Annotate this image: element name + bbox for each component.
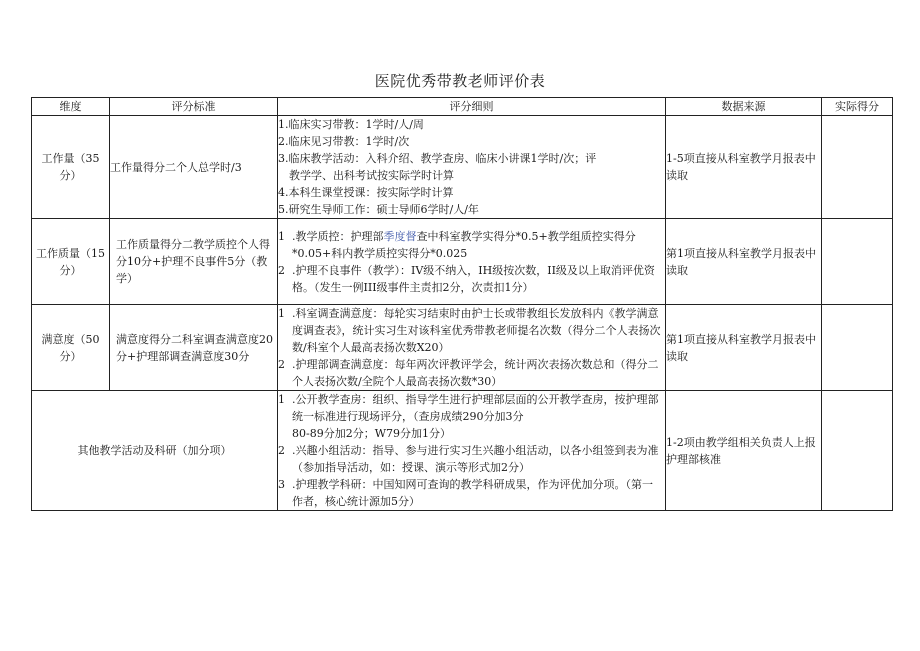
detail-cell: [278, 305, 666, 391]
standard-text: 满意度得分二科室调查满意度20分+护理部调查满意度30分: [116, 332, 273, 363]
header-detail: 评分细则: [278, 98, 666, 116]
dimension-label: 满意度（50分）: [41, 332, 100, 363]
header-source: 数据来源: [666, 98, 822, 116]
item-text-part: 查中科室教学实得分*0.5+教学组质控实得分*0.05+科内教学质控实得分*0.025: [292, 229, 636, 260]
detail-item: [278, 425, 665, 442]
detail-item: [278, 391, 665, 425]
item-number: 1: [278, 307, 285, 320]
actual-score-cell[interactable]: [822, 219, 893, 305]
table-row-workload: [32, 116, 893, 219]
source-cell: 1-5项直接从科室教学月报表中读取: [666, 116, 822, 219]
detail-item: [278, 305, 665, 356]
item-text: [292, 228, 665, 262]
source-cell: 第1项直接从科室教学月报表中读取: [666, 219, 822, 305]
evaluation-table: [31, 97, 893, 511]
item-number: 2: [278, 358, 285, 371]
item-number: 3: [278, 478, 285, 491]
item-text: .护理不良事件（教学）：IV级不纳入，IH级按次数，II级及以上取消评优资格。（发生一例III级事件主责扣2分，次责扣1分）: [292, 263, 655, 294]
item-number: 2: [278, 263, 285, 277]
item-text: 80-89分加2分；W79分加1分）: [292, 427, 452, 440]
item-text-highlight: 季度督: [383, 229, 417, 243]
dimension-cell: [32, 219, 110, 305]
table-row-satisfaction: [32, 305, 893, 391]
item-number: [278, 425, 292, 442]
dimension-label: 工作量（35分）: [41, 152, 100, 182]
item-text: .公开教学查房：组织、指导学生进行护理部层面的公开教学查房，按护理部统一标准进行现场评分，（查房成绩290分加3分: [292, 393, 659, 423]
detail-item: [278, 356, 665, 390]
table-row-quality: [32, 219, 893, 305]
detail-cell: [278, 391, 666, 511]
actual-score-cell[interactable]: [822, 116, 893, 219]
detail-line: 4.本科生课堂授课：按实际学时计算: [278, 186, 454, 199]
detail-cell: [278, 219, 666, 305]
header-dimension: 维度: [32, 98, 110, 116]
table-row-other-activities: [32, 391, 893, 511]
dimension-cell: [32, 116, 110, 219]
dimension-label: 工作质量（15分）: [36, 246, 105, 277]
detail-line: 教学学、出科考试按实际学时计算: [289, 169, 454, 182]
item-number: 2: [278, 444, 285, 457]
standard-cell: 工作量得分二个人总学时/3: [110, 116, 278, 219]
detail-line: 1.临床实习带教：1学时/人/周: [278, 118, 424, 131]
header-standard: 评分标准: [110, 98, 278, 116]
detail-line: 2.临床见习带教：1学时/次: [278, 135, 410, 148]
dimension-cell: [32, 305, 110, 391]
dimension-cell: 其他教学活动及科研（加分项）: [32, 391, 278, 511]
item-text: .科室调查满意度：每轮实习结束时由护士长或带教组长发放科内《教学满意度调查表》，统计实习生对该科室优秀带教老师提名次数（得分二个人表扬次数/科室个人最高表扬次数X20）: [292, 307, 661, 354]
detail-item: [278, 262, 665, 296]
item-number: 1: [278, 393, 285, 406]
header-actual: 实际得分: [822, 98, 893, 116]
item-text: .护理部调查满意度：每年两次评教评学会，统计两次表扬次数总和（得分二个人表扬次数/全院个人最高表扬次数*30）: [292, 358, 659, 388]
detail-item: [278, 228, 665, 262]
actual-score-cell[interactable]: [822, 391, 893, 511]
source-cell: 第1项直接从科室教学月报表中读取: [666, 305, 822, 391]
actual-score-cell[interactable]: [822, 305, 893, 391]
item-text: .兴趣小组活动：指导、参与进行实习生兴趣小组活动，以各小组签到表为准（参加指导活动，如：授课、演示等形式加2分）: [292, 444, 659, 474]
item-number: 1: [278, 229, 285, 243]
page-title: 医院优秀带教老师评价表: [374, 72, 546, 90]
detail-line: 5.研究生导师工作：硕士导师6学时/人/年: [278, 203, 479, 216]
standard-cell: [110, 219, 278, 305]
detail-cell: [278, 116, 666, 219]
standard-cell: [110, 305, 278, 391]
item-text: .护理教学科研：中国知网可查询的教学科研成果，作为评优加分项。（第一作者，核心统计源加5分）: [292, 478, 653, 508]
detail-line: 3.临床教学活动：入科介绍、教学查房、临床小讲课1学时/次；评: [278, 152, 597, 165]
item-text-part: .教学质控：护理部: [292, 229, 384, 243]
table-header-row: [32, 98, 893, 116]
detail-item: [278, 476, 665, 510]
detail-item: [278, 442, 665, 476]
standard-text: 工作质量得分二教学质控个人得分10分+护理不良事件5分（教学）: [116, 238, 270, 285]
source-cell: 1-2项由教学组相关负责人上报护理部核准: [666, 391, 822, 511]
